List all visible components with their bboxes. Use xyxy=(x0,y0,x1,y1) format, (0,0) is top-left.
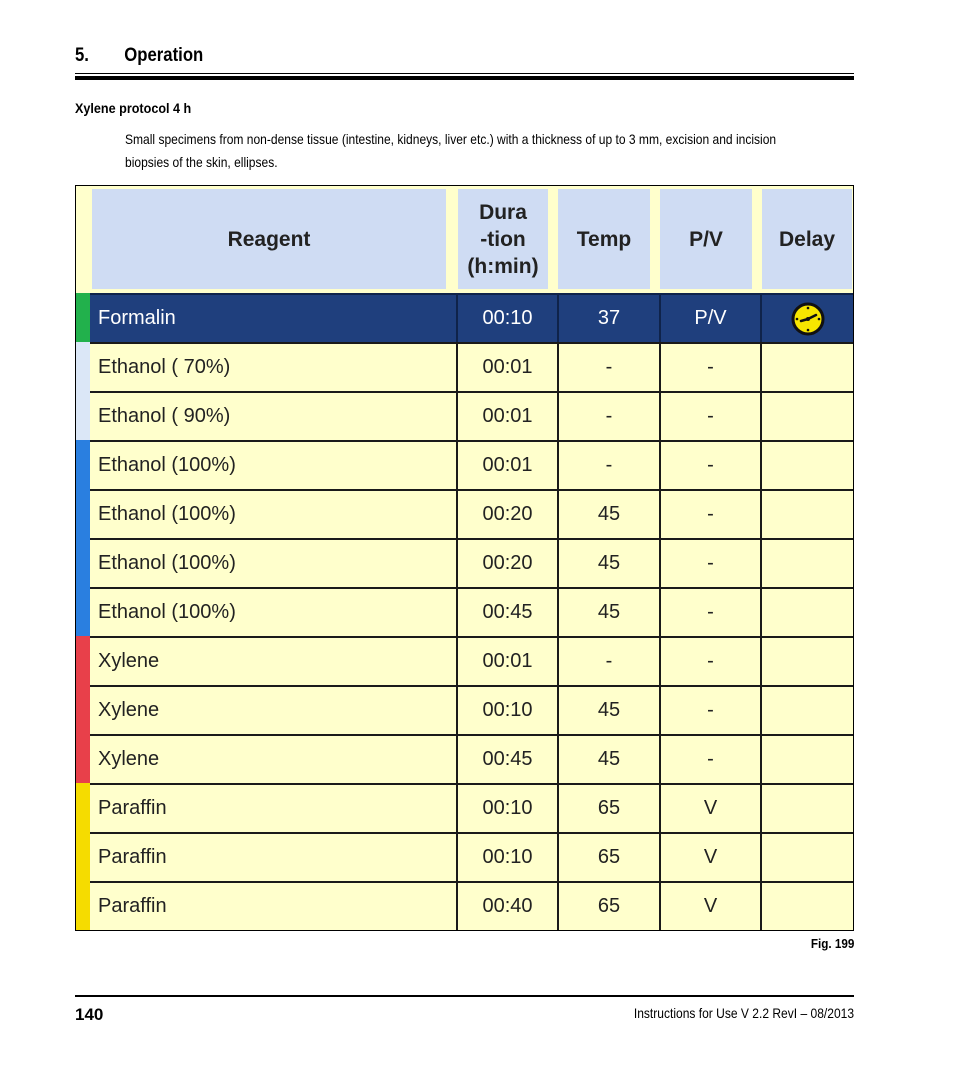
cell-pv: - xyxy=(659,393,760,440)
row-cells xyxy=(90,342,853,391)
section-number: 5. xyxy=(75,45,89,66)
cell-delay xyxy=(760,442,853,489)
row-cells xyxy=(90,489,853,538)
cell-temp: 65 xyxy=(557,834,659,881)
cell-temp: - xyxy=(557,638,659,685)
cell-temp: 45 xyxy=(557,540,659,587)
cell-delay xyxy=(760,491,853,538)
row-cells xyxy=(90,636,853,685)
row-cells xyxy=(90,881,853,930)
row-cells xyxy=(90,685,853,734)
cell-duration: 00:01 xyxy=(456,442,557,489)
cell-temp: - xyxy=(557,442,659,489)
cell-delay xyxy=(760,540,853,587)
cell-reagent: Ethanol ( 70%) xyxy=(98,356,231,378)
cell-delay xyxy=(760,393,853,440)
table-row[interactable] xyxy=(76,391,853,440)
cell-reagent: Ethanol (100%) xyxy=(98,601,236,623)
cell-pv: - xyxy=(659,540,760,587)
description: Small specimens from non-dense tissue (intestine, kidneys, liver etc.) with a thickness of up to 3 mm, excision and incision biopsies of the skin, ellipses. xyxy=(125,131,777,170)
cell-duration: 00:45 xyxy=(456,736,557,783)
table-row[interactable] xyxy=(76,538,853,587)
reagent-color-strip xyxy=(76,489,90,538)
reagent-color-strip xyxy=(76,685,90,734)
footer-text: Instructions for Use V 2.2 RevI – 08/2013 xyxy=(633,1005,854,1021)
header-rule-thick xyxy=(75,76,854,80)
table-row[interactable] xyxy=(76,587,853,636)
cell-duration: 00:40 xyxy=(456,883,557,930)
cell-temp: 45 xyxy=(557,491,659,538)
cell-delay xyxy=(760,344,853,391)
reagent-color-strip xyxy=(76,538,90,587)
cell-temp: 65 xyxy=(557,883,659,930)
cell-pv: - xyxy=(659,638,760,685)
protocol-table xyxy=(75,185,854,931)
table-row[interactable] xyxy=(76,734,853,783)
header-rule-thin xyxy=(75,73,854,74)
header-duration: Dura -tion (h:min) xyxy=(458,189,548,289)
table-row[interactable] xyxy=(76,342,853,391)
cell-pv: V xyxy=(659,785,760,832)
cell-temp: 65 xyxy=(557,785,659,832)
header-delay: Delay xyxy=(762,189,852,289)
cell-temp: 37 xyxy=(557,295,659,342)
reagent-color-strip xyxy=(76,391,90,440)
cell-duration: 00:20 xyxy=(456,540,557,587)
cell-duration: 00:10 xyxy=(456,687,557,734)
section-title: Operation xyxy=(124,45,204,66)
row-cells xyxy=(90,783,853,832)
row-cells xyxy=(90,734,853,783)
cell-reagent: Ethanol (100%) xyxy=(98,503,236,525)
table-row[interactable] xyxy=(76,685,853,734)
table-row[interactable] xyxy=(76,832,853,881)
cell-temp: - xyxy=(557,344,659,391)
cell-duration: 00:01 xyxy=(456,393,557,440)
cell-reagent: Formalin xyxy=(98,307,176,329)
cell-reagent: Ethanol ( 90%) xyxy=(98,405,231,427)
cell-pv: - xyxy=(659,736,760,783)
table-row[interactable] xyxy=(76,440,853,489)
cell-delay xyxy=(760,834,853,881)
cell-pv: P/V xyxy=(659,295,760,342)
cell-pv: - xyxy=(659,442,760,489)
row-cells xyxy=(90,587,853,636)
row-cells xyxy=(90,538,853,587)
cell-pv: V xyxy=(659,883,760,930)
header-temp: Temp xyxy=(558,189,650,289)
row-cells xyxy=(90,293,853,342)
reagent-color-strip xyxy=(76,440,90,489)
table-row[interactable] xyxy=(76,636,853,685)
cell-delay xyxy=(760,883,853,930)
cell-delay xyxy=(760,638,853,685)
row-cells xyxy=(90,440,853,489)
cell-delay[interactable] xyxy=(760,295,853,342)
cell-duration: 00:01 xyxy=(456,638,557,685)
table-row[interactable] xyxy=(76,293,853,342)
cell-reagent: Xylene xyxy=(98,748,160,770)
cell-pv: V xyxy=(659,834,760,881)
cell-temp: - xyxy=(557,393,659,440)
cell-duration: 00:01 xyxy=(456,344,557,391)
cell-delay xyxy=(760,736,853,783)
reagent-color-strip xyxy=(76,783,90,832)
reagent-color-strip xyxy=(76,636,90,685)
cell-temp: 45 xyxy=(557,736,659,783)
footer-rule xyxy=(75,995,854,997)
cell-reagent: Ethanol (100%) xyxy=(98,552,236,574)
reagent-color-strip xyxy=(76,342,90,391)
reagent-color-strip xyxy=(76,734,90,783)
reagent-color-strip xyxy=(76,293,90,342)
cell-reagent: Ethanol (100%) xyxy=(98,454,236,476)
cell-duration: 00:10 xyxy=(456,834,557,881)
header-pv: P/V xyxy=(660,189,752,289)
clock-icon[interactable] xyxy=(791,302,825,336)
cell-delay xyxy=(760,785,853,832)
cell-pv: - xyxy=(659,344,760,391)
cell-pv: - xyxy=(659,589,760,636)
header-reagent: Reagent xyxy=(92,189,446,289)
section-heading xyxy=(75,45,761,67)
cell-pv: - xyxy=(659,687,760,734)
cell-reagent: Paraffin xyxy=(98,895,167,917)
cell-temp: 45 xyxy=(557,687,659,734)
cell-delay xyxy=(760,687,853,734)
page-number: 140 xyxy=(75,1005,104,1024)
row-cells xyxy=(90,832,853,881)
cell-duration: 00:20 xyxy=(456,491,557,538)
table-row[interactable] xyxy=(76,783,853,832)
reagent-color-strip xyxy=(76,881,90,930)
subheading: Xylene protocol 4 h xyxy=(75,100,192,116)
cell-temp: 45 xyxy=(557,589,659,636)
table-row[interactable] xyxy=(76,489,853,538)
cell-reagent: Xylene xyxy=(98,650,160,672)
row-cells xyxy=(90,391,853,440)
table-row[interactable] xyxy=(76,881,853,930)
cell-duration: 00:10 xyxy=(456,785,557,832)
cell-duration: 00:10 xyxy=(456,295,557,342)
cell-pv: - xyxy=(659,491,760,538)
cell-reagent: Paraffin xyxy=(98,846,167,868)
reagent-color-strip xyxy=(76,587,90,636)
cell-delay xyxy=(760,589,853,636)
cell-reagent: Xylene xyxy=(98,699,160,721)
cell-duration: 00:45 xyxy=(456,589,557,636)
cell-reagent: Paraffin xyxy=(98,797,167,819)
figure-caption: Fig. 199 xyxy=(810,936,854,951)
reagent-color-strip xyxy=(76,832,90,881)
